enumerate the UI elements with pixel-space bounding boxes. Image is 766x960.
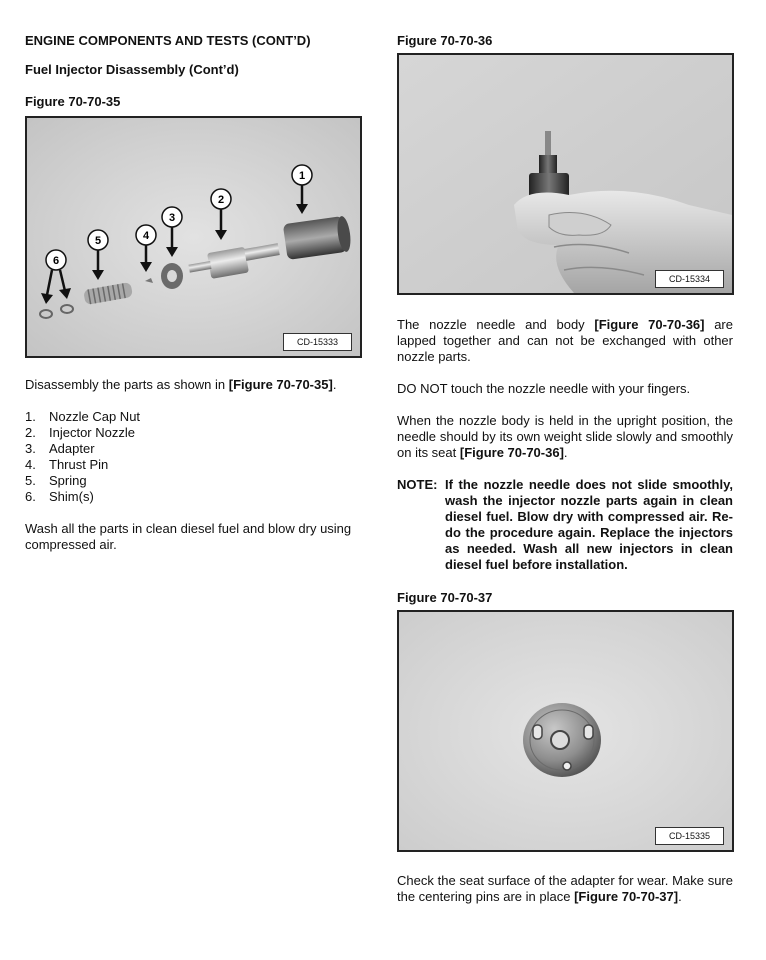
- figure-36-title: Figure 70-70-36: [397, 33, 493, 48]
- adapter-illustration: [399, 612, 732, 850]
- wash-paragraph: Wash all the parts in clean diesel fuel and blow dry using compressed air.: [25, 521, 352, 552]
- figure-37-code: CD-15335: [655, 827, 724, 845]
- svg-text:4: 4: [142, 230, 150, 242]
- note-label: NOTE:: [397, 477, 438, 492]
- figure-36-code: CD-15334: [655, 270, 724, 288]
- list-item: 5. Spring: [25, 473, 87, 488]
- parts-list: [25, 409, 140, 505]
- figure-37-photo: [397, 610, 734, 852]
- figure-37-title: Figure 70-70-37: [397, 590, 493, 605]
- svg-text:5: 5: [94, 235, 102, 247]
- list-item: 4. Thrust Pin: [25, 457, 109, 472]
- upright-paragraph: When the nozzle body is held in the upright position, the needle should by its own weight slide slowly and smoothly on its seat [Figure 70-70-36].: [397, 413, 733, 460]
- adapter-disc: [523, 703, 601, 777]
- figure-ref: [Figure 70-70-36]: [594, 317, 705, 332]
- figure-ref: [Figure 70-70-37]: [574, 889, 679, 904]
- figure-35-photo: [25, 116, 362, 358]
- svg-text:3: 3: [168, 212, 176, 224]
- needle-paragraph: The nozzle needle and body [Figure 70-70-36] are lapped together and can not be exchanged with other nozzle parts.: [397, 317, 733, 364]
- seat-paragraph: Check the seat surface of the adapter for wear. Make sure the centering pins are in place [Figure 70-70-37].: [397, 873, 733, 904]
- disassembly-paragraph: Disassembly the parts as shown in [Figure 70-70-35].: [25, 377, 337, 392]
- figure-35-code: CD-15333: [283, 333, 352, 351]
- figure-36-photo: [397, 53, 734, 295]
- touch-warning: DO NOT touch the nozzle needle with your fingers.: [397, 381, 691, 396]
- list-item: 2. Injector Nozzle: [25, 425, 135, 440]
- svg-text:6: 6: [52, 255, 60, 267]
- svg-text:2: 2: [217, 194, 225, 206]
- figure-ref: [Figure 70-70-36]: [459, 445, 564, 460]
- svg-text:1: 1: [298, 170, 306, 182]
- list-item: 6. Shim(s): [25, 489, 94, 504]
- figure-35-title: Figure 70-70-35: [25, 94, 121, 109]
- section-title: ENGINE COMPONENTS AND TESTS (CONT’D): [25, 33, 311, 48]
- figure-ref: [Figure 70-70-35]: [228, 377, 333, 392]
- adapter-part: [161, 263, 183, 289]
- note-block: [397, 477, 733, 573]
- hand-holding-nozzle-illustration: [399, 55, 732, 293]
- injector-parts-illustration: [27, 118, 360, 356]
- note-text: If the nozzle needle does not slide smoothly, wash the injector nozzle parts again in clean diesel fuel. Blow dry with compressed air. Re-do the procedure again. Replace the injectors as needed. Wash all new injectors in clean diesel fuel before installation.: [445, 477, 733, 572]
- list-item: 1. Nozzle Cap Nut: [25, 409, 141, 424]
- subsection-title: Fuel Injector Disassembly (Cont’d): [25, 62, 239, 77]
- list-item: 3. Adapter: [25, 441, 95, 456]
